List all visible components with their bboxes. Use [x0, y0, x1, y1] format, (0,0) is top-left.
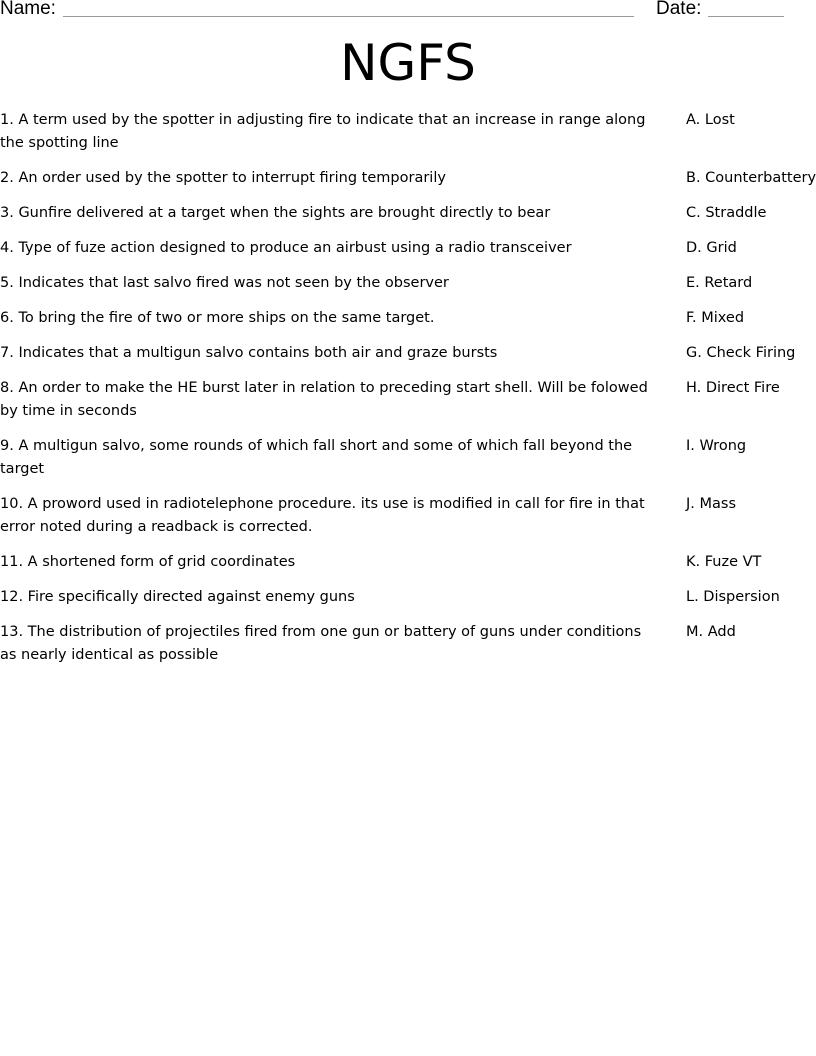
list-item: [0, 493, 816, 539]
list-item: [0, 202, 816, 225]
date-label: Date:: [656, 0, 702, 19]
answer-option: K. Fuze VT: [686, 554, 762, 570]
list-item: [0, 307, 816, 330]
clue-text: 11. A shortened form of grid coordinates: [0, 554, 296, 570]
date-field[interactable]: [708, 16, 784, 17]
clue-text: 4. Type of fuze action designed to produce an airbust using a radio transceiver: [0, 240, 572, 256]
matching-list: [0, 109, 816, 679]
list-item: [0, 237, 816, 260]
name-field[interactable]: [63, 16, 634, 17]
answer-option: B. Counterbattery: [686, 170, 816, 186]
answer-option: J. Mass: [686, 496, 736, 512]
clue-text: 8. An order to make the HE burst later in relation to preceding start shell. Will be folowed by time in seconds: [0, 380, 648, 419]
answer-option: A. Lost: [686, 112, 735, 128]
answer-option: C. Straddle: [686, 205, 767, 221]
clue-text: 2. An order used by the spotter to interrupt firing temporarily: [0, 170, 446, 186]
answer-option: F. Mixed: [686, 310, 745, 326]
clue-text: 5. Indicates that last salvo fired was not seen by the observer: [0, 275, 449, 291]
list-item: [0, 109, 816, 155]
answer-option: I. Wrong: [686, 438, 747, 454]
answer-option: G. Check Firing: [686, 345, 796, 361]
page-title: NGFS: [340, 34, 476, 92]
list-item: [0, 551, 816, 574]
answer-option: D. Grid: [686, 240, 737, 256]
list-item: [0, 377, 816, 423]
clue-text: 1. A term used by the spotter in adjusting fire to indicate that an increase in range along the spotting line: [0, 112, 646, 151]
clue-text: 6. To bring the fire of two or more ships on the same target.: [0, 310, 435, 326]
name-label: Name:: [0, 0, 56, 19]
answer-option: E. Retard: [686, 275, 753, 291]
answer-option: H. Direct Fire: [686, 380, 780, 396]
list-item: [0, 435, 816, 481]
worksheet-header: [0, 0, 816, 24]
list-item: [0, 167, 816, 190]
list-item: [0, 272, 816, 295]
clue-text: 13. The distribution of projectiles fired from one gun or battery of guns under conditions as nearly identical as possible: [0, 624, 642, 663]
clue-text: 9. A multigun salvo, some rounds of which fall short and some of which fall beyond the target: [0, 438, 633, 477]
clue-text: 12. Fire specifically directed against enemy guns: [0, 589, 355, 605]
list-item: [0, 586, 816, 609]
answer-option: M. Add: [686, 624, 736, 640]
clue-text: 10. A proword used in radiotelephone procedure. its use is modified in call for fire in that error noted during a readback is corrected.: [0, 496, 645, 535]
answer-option: L. Dispersion: [686, 589, 780, 605]
clue-text: 3. Gunfire delivered at a target when the sights are brought directly to bear: [0, 205, 551, 221]
list-item: [0, 342, 816, 365]
list-item: [0, 621, 816, 667]
clue-text: 7. Indicates that a multigun salvo contains both air and graze bursts: [0, 345, 498, 361]
